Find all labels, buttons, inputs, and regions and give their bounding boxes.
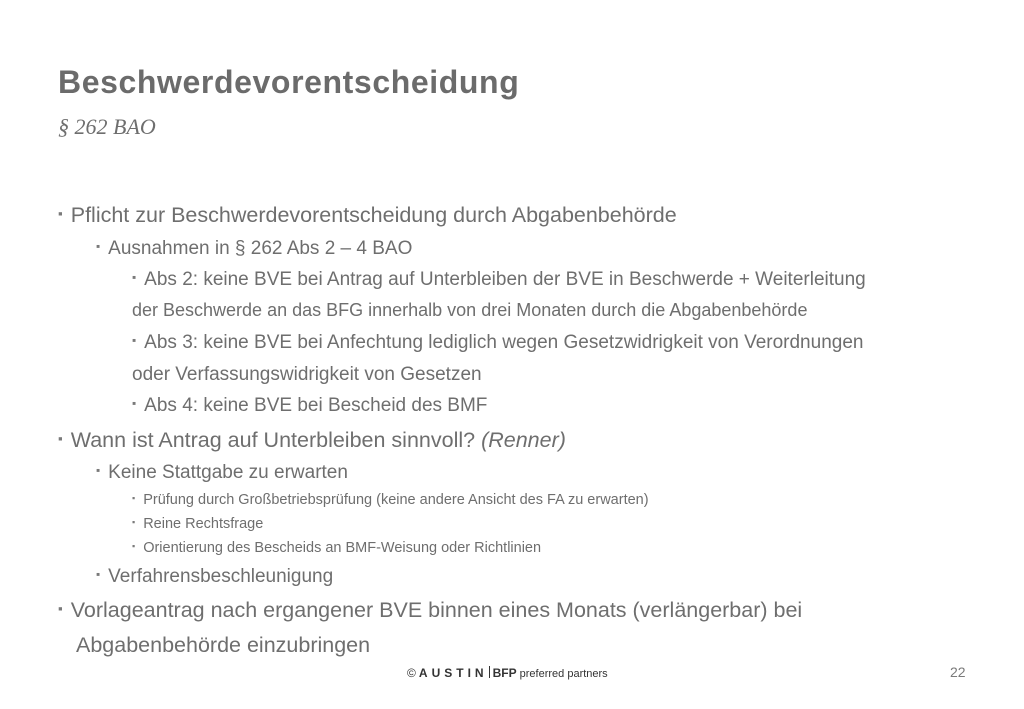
list-item: ▪ Prüfung durch Großbetriebsprüfung (keine andere Ansicht des FA zu erwarten) — [132, 492, 649, 508]
slide-title: Beschwerdevorentscheidung — [58, 64, 520, 100]
bullet-icon: ▪ — [96, 464, 101, 478]
list-item: ▪ Keine Stattgabe zu erwarten — [96, 462, 348, 483]
brand-tagline: preferred partners — [519, 668, 608, 680]
list-item-continuation: Abgabenbehörde einzubringen — [76, 633, 371, 657]
list-item: ▪ Abs 3: keine BVE bei Anfechtung lediglich wegen Gesetzwidrigkeit von Verordnungen — [132, 332, 864, 353]
list-item-continuation: der Beschwerde an das BFG innerhalb von drei Monaten durch die Abgabenbehörde — [132, 300, 808, 320]
list-item: ▪ Ausnahmen in § 262 Abs 2 – 4 BAO — [96, 238, 413, 259]
brand-name: AUSTIN — [418, 666, 488, 680]
list-item: ▪ Abs 4: keine BVE bei Bescheid des BMF — [132, 395, 488, 416]
bullet-icon: ▪ — [132, 517, 136, 528]
logo-divider — [489, 666, 490, 678]
bullet-icon: ▪ — [58, 206, 63, 222]
slide-subtitle: § 262 BAO — [58, 114, 156, 139]
list-item: ▪ Verfahrensbeschleunigung — [96, 566, 334, 587]
bullet-icon: ▪ — [96, 240, 101, 254]
footer-logo — [407, 666, 608, 680]
page-number: 22 — [950, 664, 966, 680]
bullet-icon: ▪ — [132, 271, 137, 285]
bullet-icon: ▪ — [132, 397, 137, 411]
list-item: ▪ Pflicht zur Beschwerdevorentscheidung durch Abgabenbehörde — [58, 203, 677, 227]
bullet-icon: ▪ — [96, 568, 101, 582]
list-item-continuation: oder Verfassungswidrigkeit von Gesetzen — [132, 364, 482, 385]
bullet-icon: ▪ — [132, 541, 136, 552]
bullet-icon: ▪ — [58, 431, 63, 447]
copyright-symbol: © — [407, 666, 416, 680]
bullet-icon: ▪ — [132, 334, 137, 348]
list-item: ▪ Vorlageantrag nach ergangener BVE binnen eines Monats (verlängerbar) bei — [58, 598, 803, 622]
list-item: ▪ Reine Rechtsfrage — [132, 516, 264, 532]
list-item: ▪ Orientierung des Bescheids an BMF-Weisung oder Richtlinien — [132, 540, 542, 556]
bullet-icon: ▪ — [58, 601, 63, 617]
bullet-icon: ▪ — [132, 493, 136, 504]
list-item: ▪ Wann ist Antrag auf Unterbleiben sinnvoll? (Renner) — [58, 428, 566, 452]
brand-bfp: BFP — [492, 666, 517, 680]
list-item: ▪ Abs 2: keine BVE bei Antrag auf Unterbleiben der BVE in Beschwerde + Weiterleitung — [132, 269, 866, 290]
